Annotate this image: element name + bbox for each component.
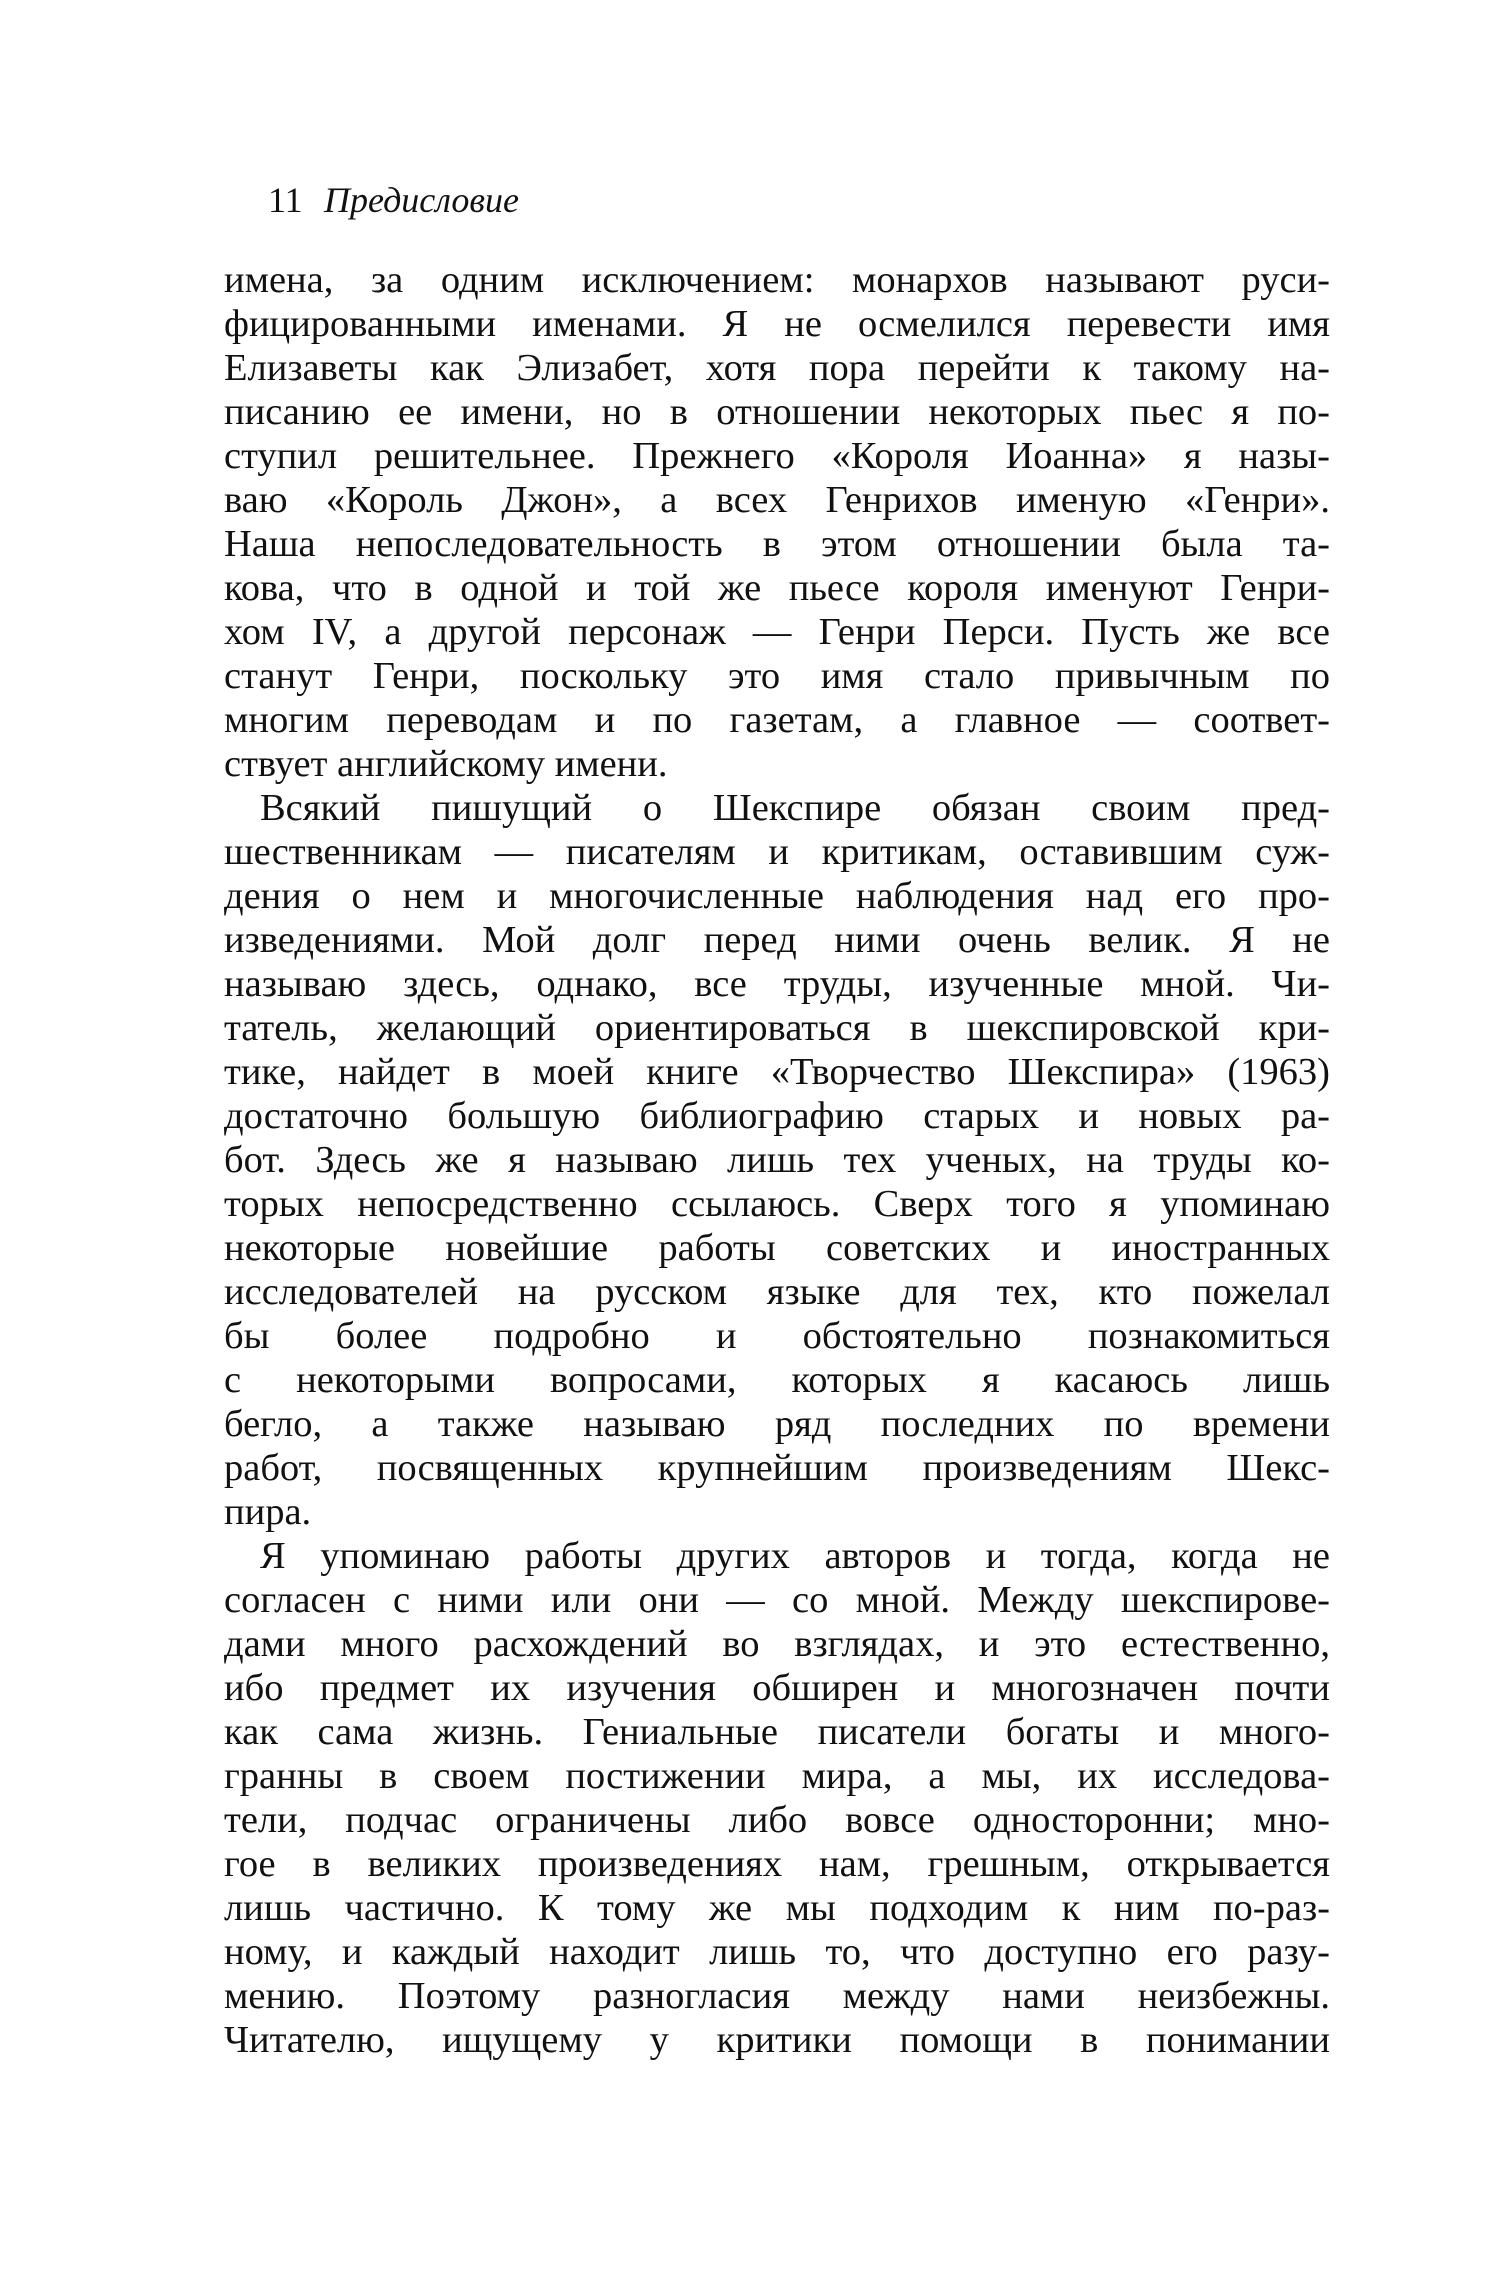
text-line: достаточно большую библиографию старых и новых ра- xyxy=(224,1095,1330,1137)
body-text xyxy=(224,258,1330,2062)
text-line: как сама жизнь. Гениальные писатели богаты и много- xyxy=(224,1711,1330,1753)
text-line: хом IV, а другой персонаж — Генри Перси. Пусть же все xyxy=(224,611,1330,653)
text-line: бот. Здесь же я называю лишь тех ученых, на труды ко- xyxy=(224,1139,1330,1181)
text-line: дения о нем и многочисленные наблюдения над его про- xyxy=(224,875,1330,917)
text-line: кова, что в одной и той же пьесе короля именуют Генри- xyxy=(224,567,1330,609)
text-line: мению. Поэтому разногласия между нами неизбежны. xyxy=(224,1975,1330,2017)
text-line: ваю «Король Джон», а всех Генрихов именую «Генри». xyxy=(224,479,1330,521)
text-line: тике, найдет в моей книге «Творчество Шекспира» (1963) xyxy=(224,1051,1330,1093)
text-line: ступил решительнее. Прежнего «Короля Иоанна» я назы- xyxy=(224,435,1330,477)
text-line: писанию ее имени, но в отношении некоторых пьес я по- xyxy=(224,391,1330,433)
text-line: ствует английскому имени. xyxy=(224,743,668,785)
text-line: многим переводам и по газетам, а главное — соответ- xyxy=(224,699,1330,741)
text-line: Читателю, ищущему у критики помощи в понимании xyxy=(224,2019,1330,2061)
text-line: ибо предмет их изучения обширен и многозначен почти xyxy=(224,1667,1330,1709)
text-line: фицированными именами. Я не осмелился перевести имя xyxy=(224,303,1330,345)
text-line: Всякий пишущий о Шекспире обязан своим пред- xyxy=(260,787,1330,829)
section-title: Предисловие xyxy=(324,180,520,220)
text-line: называю здесь, однако, все труды, изученные мной. Чи- xyxy=(224,963,1330,1005)
text-line: станут Генри, поскольку это имя стало привычным по xyxy=(224,655,1330,697)
text-line: лишь частично. К тому же мы подходим к ним по-раз- xyxy=(224,1887,1330,1929)
running-header xyxy=(268,178,519,222)
text-line: согласен с ними или они — со мной. Между шекспирове- xyxy=(224,1579,1330,1621)
text-line: татель, желающий ориентироваться в шекспировской кри- xyxy=(224,1007,1330,1049)
text-line: с некоторыми вопросами, которых я касаюсь лишь xyxy=(224,1359,1330,1401)
text-line: дами много расхождений во взглядах, и это естественно, xyxy=(224,1623,1330,1665)
text-line: бегло, а также называю ряд последних по времени xyxy=(224,1403,1330,1445)
text-line: бы более подробно и обстоятельно познакомиться xyxy=(224,1315,1330,1357)
text-line: работ, посвященных крупнейшим произведениям Шекс- xyxy=(224,1447,1330,1489)
page-number: 11 xyxy=(268,180,303,220)
text-line: торых непосредственно ссылаюсь. Сверх того я упоминаю xyxy=(224,1183,1330,1225)
text-line: пира. xyxy=(224,1491,312,1533)
text-line: изведениями. Мой долг перед ними очень велик. Я не xyxy=(224,919,1330,961)
text-line: гранны в своем постижении мира, а мы, их исследова- xyxy=(224,1755,1330,1797)
text-line: тели, подчас ограничены либо вовсе односторонни; мно- xyxy=(224,1799,1330,1841)
text-line: Я упоминаю работы других авторов и тогда, когда не xyxy=(260,1535,1330,1577)
text-line: некоторые новейшие работы советских и иностранных xyxy=(224,1227,1330,1269)
text-line: гое в великих произведениях нам, грешным, открывается xyxy=(224,1843,1330,1885)
text-line: Наша непоследовательность в этом отношении была та- xyxy=(224,523,1330,565)
text-line: исследователей на русском языке для тех, кто пожелал xyxy=(224,1271,1330,1313)
text-line: шественникам — писателям и критикам, оставившим суж- xyxy=(224,831,1330,873)
text-line: имена, за одним исключением: монархов называют руси- xyxy=(224,259,1330,301)
text-line: Елизаветы как Элизабет, хотя пора перейти к такому на- xyxy=(224,347,1330,389)
text-line: ному, и каждый находит лишь то, что доступно его разу- xyxy=(224,1931,1330,1973)
